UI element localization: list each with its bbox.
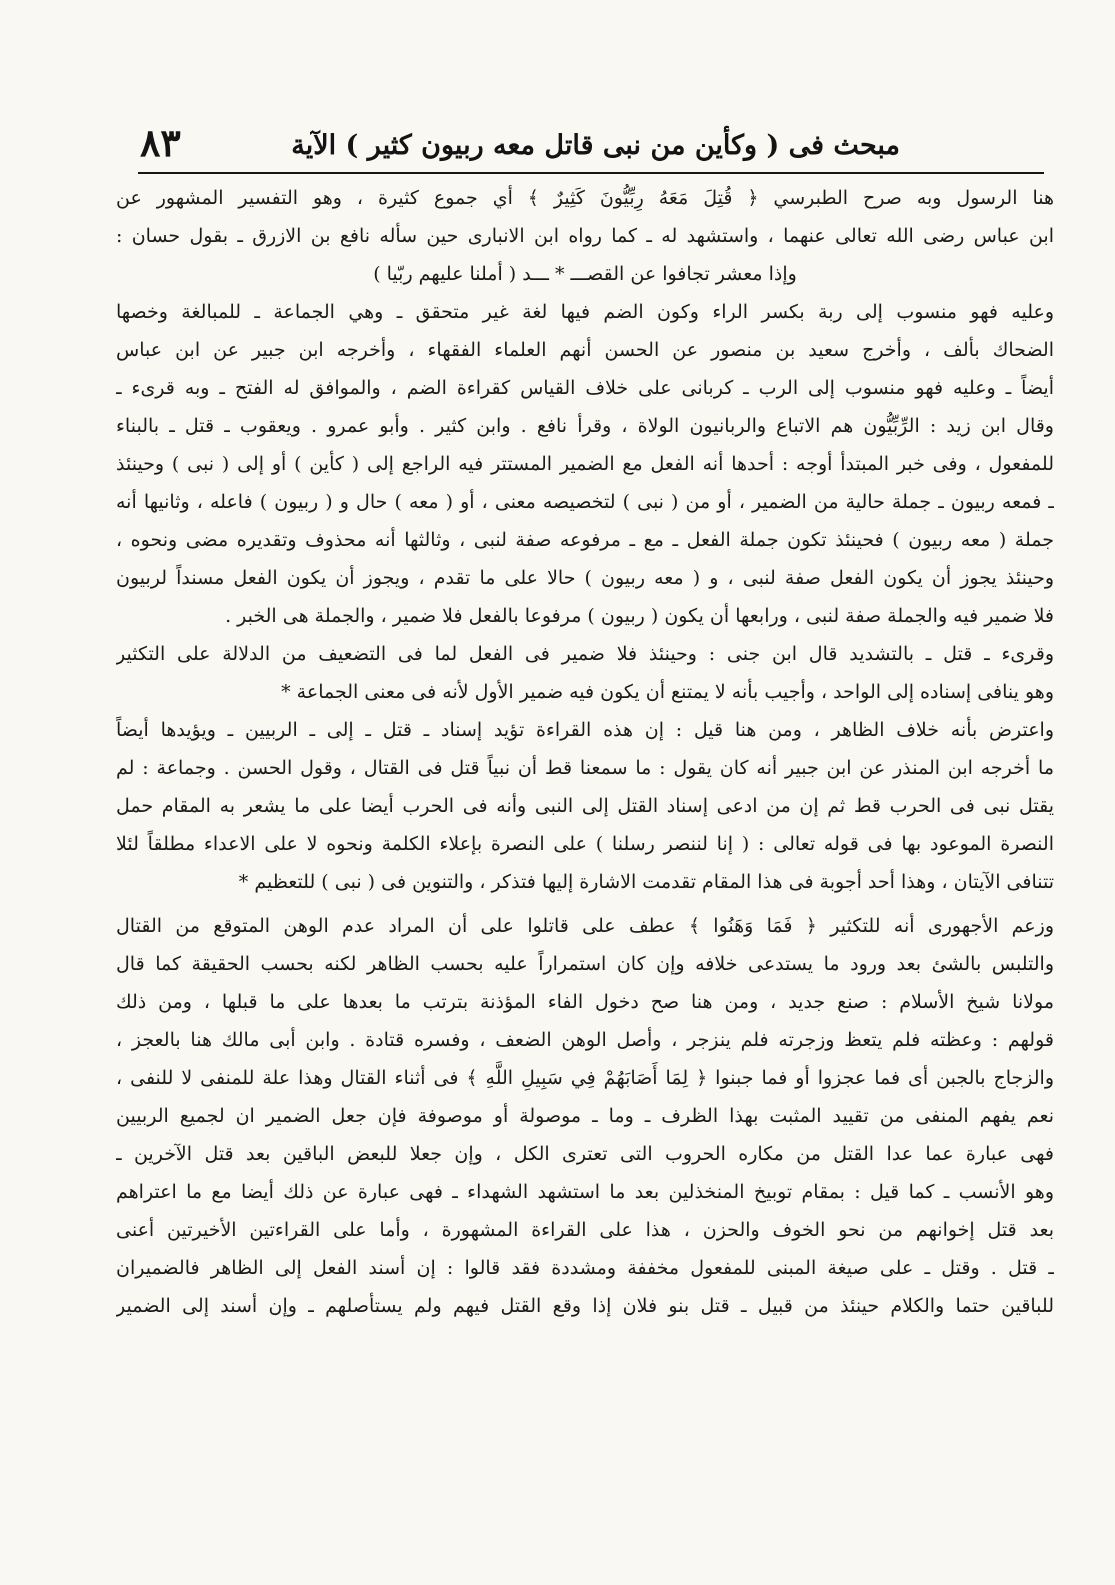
paragraph	[116, 907, 1054, 1325]
text-line: بعد قتل إخوانهم من نحو الخوف والحزن ، هذا على القراءة المشهورة ، وأما على القراءتين الأخيرتين أعنى	[116, 1219, 1054, 1241]
text-line: وزعم الأجهورى أنه للتكثير ﴿ فَمَا وَهَنُوا ﴾ عطف على قاتلوا على أن المراد عدم الوهن المتوقع من القتال	[116, 915, 1054, 937]
text-line: وعليه فهو منسوب إلى ربة بكسر الراء وكون الضم فيها لغة غير متحقق ـ وهي الجماعة ـ للمبالغة وخصها	[116, 301, 1054, 323]
text-line: أيضاً ـ وعليه فهو منسوب إلى الرب ـ كربانى على خلاف القياس كقراءة الضم ، والموافق له الفتح ـ وبه قرىء ـ	[116, 377, 1054, 399]
text-line: فلا ضمير فيه والجملة صفة لنبى ، ورابعها أن يكون ( ربيون ) مرفوعا بالفعل فلا ضمير ، والجملة هى الخبر .	[225, 605, 1054, 627]
text-line: واعترض بأنه خلاف الظاهر ، ومن هنا قيل : إن هذه القراءة تؤيد إسناد ـ قتل ـ إلى ـ الربيين ـ ويؤيدها أيضاً	[116, 719, 1054, 741]
body-text	[116, 179, 1054, 1325]
paragraph	[116, 293, 1054, 635]
text-line: فهى عبارة عما عدا القتل من مكاره الحروب التى تعترى الكل ، وإن جعلا للبعض الباقين بعد قتل الآخرين ـ	[116, 1143, 1054, 1165]
text-line: الضحاك بألف ، وأخرج سعيد بن منصور عن الحسن أنهم العلماء الفقهاء ، وأخرجه ابن جبير عن ابن عباس	[116, 339, 1054, 361]
header-rule	[138, 172, 1044, 174]
text-line: ابن عباس رضى الله تعالى عنهما ، واستشهد له ـ كما رواه ابن الانبارى حين سأله نافع بن الازرق ـ بقول حسان :	[116, 225, 1054, 247]
page-number: ٨٣	[140, 120, 181, 165]
text-line: والتلبس بالشئ بعد ورود ما يستدعى خلافه وإن كان استمراراً عليه بحسب الظاهر لكنه بحسب الحقيقة كما قال	[116, 953, 1054, 975]
text-line: هنا الرسول وبه صرح الطبرسي ﴿ قُتِلَ مَعَهُ رِبِّيُّونَ كَثِيرٌ ﴾ أي جموع كثيرة ، وهو التفسير المشهور عن	[116, 187, 1054, 209]
text-line: والزجاج بالجبن أى فما عجزوا أو فما جبنوا ﴿ لِمَا أَصَابَهُمْ فِي سَبِيلِ اللَّهِ ﴾ فى أثناء القتال وهذا علة للمنفى لا للنفى ،	[116, 1067, 1054, 1089]
text-line: للباقين حتما والكلام حينئذ من قبيل ـ قتل بنو فلان إذا وقع القتل فيهم ولم يستأصلهم ـ وإن أسند إلى الضمير	[116, 1295, 1054, 1317]
text-line: وقرىء ـ قتل ـ بالتشديد قال ابن جنى : وحينئذ فلا ضمير فى الفعل لما فى التضعيف من الدلالة على التكثير	[116, 643, 1054, 665]
text-line: ما أخرجه ابن المنذر عن ابن جبير أنه كان يقول : ما سمعنا قط أن نبياً قتل فى القتال ، وقول الحسن . وجماعة : لم	[116, 757, 1054, 779]
text-line: جملة ( معه ربيون ) فحينئذ تكون جملة الفعل ـ مع ـ مرفوعه صفة لنبى ، وثالثها أنه محذوف وتقديره مضى ونحوه ،	[116, 529, 1054, 551]
poetry-verse: وإذا معشر تجافوا عن القصـــ * ـــد ( أملنا عليهم ربّيا )	[373, 263, 797, 285]
paragraph	[116, 179, 1054, 293]
text-line: تتنافى الآيتان ، وهذا أحد أجوبة فى هذا المقام تقدمت الاشارة إليها فتذكر ، والتنوين فى ( نبى ) للتعظيم *	[238, 871, 1054, 893]
text-line: ـ قتل . وقتل ـ على صيغة المبنى للمفعول مخففة ومشددة فقد قالوا : إن أسند الفعل إلى الظاهر فالضميران	[116, 1257, 1054, 1279]
text-line: ـ فمعه ربيون ـ جملة حالية من الضمير ، أو من ( نبى ) لتخصيصه معنى ، أو ( معه ) حال و ( ربيون ) فاعله ، وثانيها أنه	[116, 491, 1054, 513]
text-line: للمفعول ، وفى خبر المبتدأ أوجه : أحدها أنه الفعل مع الضمير المستتر فيه الراجع إلى ( كأين ) أو إلى ( نبى ) وحينئذ	[116, 453, 1054, 475]
text-line: وقال ابن زيد : الرِّبِّيُّون هم الاتباع والربانيون الولاة ، وقرأ نافع . وابن كثير . وأبو عمرو . ويعقوب ـ قتل ـ بالبناء	[116, 415, 1054, 437]
text-line: قولهم : وعظته فلم يتعظ وزجرته فلم ينزجر ، وأصل الوهن الضعف ، وفسره قتادة . وابن أبى مالك هنا بالعجز ،	[116, 1029, 1054, 1051]
text-line: وهو ينافى إسناده إلى الواحد ، وأجيب بأنه لا يمتنع أن يكون فيه ضمير الأول لأنه فى معنى الجماعة *	[281, 681, 1054, 703]
text-line: وهو الأنسب ـ كما قيل : بمقام توبيخ المنخذلين بعد ما استشهد الشهداء ـ فهى عبارة عن ذلك أيضا مع ما اعتراهم	[116, 1181, 1054, 1203]
text-line: نعم يفهم المنفى من تقييد المثبت بهذا الظرف ـ وما ـ موصولة أو موصوفة فإن جعل الضمير ان لجميع الربيين	[116, 1105, 1054, 1127]
paragraph	[116, 635, 1054, 711]
page-header	[120, 120, 1050, 174]
text-line: يقتل نبى فى الحرب قط ثم إن من ادعى إسناد القتل إلى النبى وأنه فى الحرب أيضا على ما يشعر به المقام حمل	[116, 795, 1054, 817]
text-line: وحينئذ يجوز أن يكون الفعل صفة لنبى ، و ( معه ربيون ) حالا على ما تقدم ، ويجوز أن يكون الفعل مسنداً لربيون	[116, 567, 1054, 589]
text-line: النصرة الموعود بها فى قوله تعالى : ( إنا لننصر رسلنا ) على النصرة بإعلاء الكلمة ونحوه لا على الاعداء مطلقاً لئلا	[116, 833, 1054, 855]
text-line: مولانا شيخ الأسلام : صنع جديد ، ومن هنا صح دخول الفاء المؤذنة بترتب ما بعدها على ما قبلها ، ومن ذلك	[116, 991, 1054, 1013]
running-title: مبحث فى ( وكأين من نبى قاتل معه ربيون كثير ) الآية	[291, 130, 900, 161]
paragraph	[116, 711, 1054, 901]
